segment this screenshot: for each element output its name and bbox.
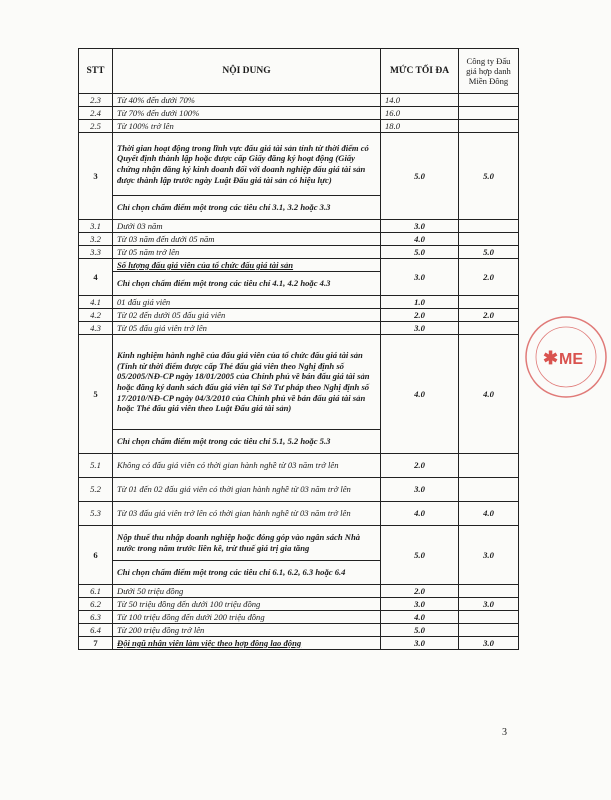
row-desc: Thời gian hoạt động trong lĩnh vực đấu giá tài sản tính từ thời điểm có Quyết định thành lập hoặc được cấp Giấy đăng ký hoạt động (Giấy chứng nhận đăng ký kinh doanh đối với doanh nghiệp đấu giá tài sản được thành lập trước ngày Luật Đấu giá tài sản có hiệu lực)	[113, 133, 381, 196]
row-note: Chỉ chọn chấm điểm một trong các tiêu chí 3.1, 3.2 hoặc 3.3	[113, 196, 381, 220]
row-org	[459, 478, 519, 502]
row-stt: 7	[79, 637, 113, 650]
row-max: 4.0	[381, 611, 459, 624]
row-stt: 4	[79, 259, 113, 296]
table-row	[79, 233, 519, 246]
row-org: 3.0	[459, 526, 519, 585]
row-org: 2.0	[459, 309, 519, 322]
company-seal-icon	[521, 312, 611, 402]
table-row	[79, 624, 519, 637]
row-max: 5.0	[381, 133, 459, 220]
row-org	[459, 624, 519, 637]
row-stt: 5	[79, 335, 113, 454]
row-desc: Từ 03 năm đến dưới 05 năm	[113, 233, 381, 246]
table-row	[79, 611, 519, 624]
row-max: 1.0	[381, 296, 459, 309]
row-note: Chỉ chọn chấm điểm một trong các tiêu chí 6.1, 6.2, 6.3 hoặc 6.4	[113, 561, 381, 585]
row-desc: Từ 03 đấu giá viên trở lên có thời gian hành nghề từ 03 năm trở lên	[113, 502, 381, 526]
row-stt: 4.2	[79, 309, 113, 322]
row-max: 3.0	[381, 259, 459, 296]
table-header	[79, 49, 519, 94]
row-stt: 6.1	[79, 585, 113, 598]
row-max: 4.0	[381, 502, 459, 526]
table-row	[79, 309, 519, 322]
table-row	[79, 585, 519, 598]
row-desc: Từ 100 triệu đồng đến dưới 200 triệu đồng	[113, 611, 381, 624]
criteria-table	[78, 48, 519, 650]
row-max: 4.0	[381, 233, 459, 246]
row-org: 5.0	[459, 246, 519, 259]
row-org: 3.0	[459, 637, 519, 650]
row-note: Chỉ chọn chấm điểm một trong các tiêu chí 4.1, 4.2 hoặc 4.3	[113, 272, 381, 296]
row-desc: Từ 200 triệu đồng trở lên	[113, 624, 381, 637]
table-row-group-3	[79, 133, 519, 196]
row-max: 2.0	[381, 454, 459, 478]
row-stt: 4.1	[79, 296, 113, 309]
row-stt: 6.2	[79, 598, 113, 611]
row-org: 4.0	[459, 502, 519, 526]
row-org	[459, 454, 519, 478]
row-stt: 2.3	[79, 94, 113, 107]
row-desc: Không có đấu giá viên có thời gian hành nghề từ 03 năm trở lên	[113, 454, 381, 478]
row-max: 3.0	[381, 478, 459, 502]
row-stt: 4.3	[79, 322, 113, 335]
header-stt: STT	[79, 49, 113, 94]
row-desc: Từ 02 đến dưới 05 đấu giá viên	[113, 309, 381, 322]
row-org	[459, 107, 519, 120]
row-org: 4.0	[459, 335, 519, 454]
row-org	[459, 611, 519, 624]
table-row	[79, 94, 519, 107]
row-stt: 6.3	[79, 611, 113, 624]
row-org	[459, 220, 519, 233]
row-stt: 3.1	[79, 220, 113, 233]
row-desc: Số lượng đấu giá viên của tổ chức đấu giá tài sản	[113, 259, 381, 272]
row-org	[459, 296, 519, 309]
row-max: 5.0	[381, 624, 459, 637]
page-number: 3	[502, 727, 507, 738]
row-desc: Dưới 50 triệu đồng	[113, 585, 381, 598]
table-row	[79, 120, 519, 133]
row-max: 3.0	[381, 322, 459, 335]
row-max: 14.0	[381, 94, 459, 107]
row-max: 18.0	[381, 120, 459, 133]
row-stt: 6.4	[79, 624, 113, 637]
row-stt: 3.2	[79, 233, 113, 246]
table-row-group-6	[79, 526, 519, 561]
table-row	[79, 107, 519, 120]
row-note: Chỉ chọn chấm điểm một trong các tiêu chí 5.1, 5.2 hoặc 5.3	[113, 430, 381, 454]
row-org	[459, 94, 519, 107]
row-desc: Đội ngũ nhân viên làm việc theo hợp đồng lao động	[113, 637, 381, 650]
row-max: 4.0	[381, 335, 459, 454]
row-desc: Dưới 03 năm	[113, 220, 381, 233]
row-max: 5.0	[381, 526, 459, 585]
row-max: 2.0	[381, 585, 459, 598]
row-stt: 3.3	[79, 246, 113, 259]
table-row	[79, 637, 519, 650]
row-max: 16.0	[381, 107, 459, 120]
table-row-group-4	[79, 259, 519, 272]
row-stt: 6	[79, 526, 113, 585]
row-desc: Từ 05 năm trở lên	[113, 246, 381, 259]
row-stt: 5.1	[79, 454, 113, 478]
row-desc: Từ 01 đến 02 đấu giá viên có thời gian hành nghề từ 03 năm trở lên	[113, 478, 381, 502]
row-desc: 01 đấu giá viên	[113, 296, 381, 309]
table-row	[79, 220, 519, 233]
row-org	[459, 120, 519, 133]
row-desc: Từ 50 triệu đồng đến dưới 100 triệu đồng	[113, 598, 381, 611]
row-desc: Từ 100% trở lên	[113, 120, 381, 133]
table-row	[79, 598, 519, 611]
svg-text:ME: ME	[559, 351, 583, 368]
row-desc: Từ 05 đấu giá viên trở lên	[113, 322, 381, 335]
table-row	[79, 296, 519, 309]
header-max: MỨC TỐI ĐA	[381, 49, 459, 94]
row-max: 3.0	[381, 598, 459, 611]
row-org: 3.0	[459, 598, 519, 611]
row-max: 3.0	[381, 637, 459, 650]
row-org	[459, 233, 519, 246]
row-stt: 2.4	[79, 107, 113, 120]
row-max: 5.0	[381, 246, 459, 259]
header-org: Công ty Đấu giá hợp danh Miền Đông	[459, 49, 519, 94]
row-stt: 2.5	[79, 120, 113, 133]
table-row	[79, 454, 519, 478]
row-max: 3.0	[381, 220, 459, 233]
table-row-group-5	[79, 335, 519, 430]
table-row	[79, 502, 519, 526]
row-org: 2.0	[459, 259, 519, 296]
row-desc: Kinh nghiệm hành nghề của đấu giá viên của tổ chức đấu giá tài sản (Tính từ thời điểm được cấp Thẻ đấu giá viên theo Nghị định số 05/2005/NĐ-CP ngày 18/01/2005 của Chính phủ về bán đấu giá tài sản hoặc đăng ký danh sách đấu giá viên tại Sở Tư pháp theo Nghị định số 17/2010/NĐ-CP ngày 04/3/2010 của Chính phủ về bán đấu giá tài sản hoặc Thẻ đấu giá viên theo Luật Đấu giá tài sản)	[113, 335, 381, 430]
row-org	[459, 585, 519, 598]
row-desc: Từ 70% đến dưới 100%	[113, 107, 381, 120]
row-desc: Từ 40% đến dưới 70%	[113, 94, 381, 107]
row-desc: Nộp thuế thu nhập doanh nghiệp hoặc đóng góp vào ngân sách Nhà nước trong năm trước liền kề, trừ thuế giá trị gia tăng	[113, 526, 381, 561]
table-row	[79, 322, 519, 335]
row-org	[459, 322, 519, 335]
row-max: 2.0	[381, 309, 459, 322]
row-stt: 5.3	[79, 502, 113, 526]
table-row	[79, 246, 519, 259]
svg-text:✱: ✱	[543, 348, 559, 368]
row-stt: 3	[79, 133, 113, 220]
row-org: 5.0	[459, 133, 519, 220]
header-content: NỘI DUNG	[113, 49, 381, 94]
row-stt: 5.2	[79, 478, 113, 502]
table-row	[79, 478, 519, 502]
